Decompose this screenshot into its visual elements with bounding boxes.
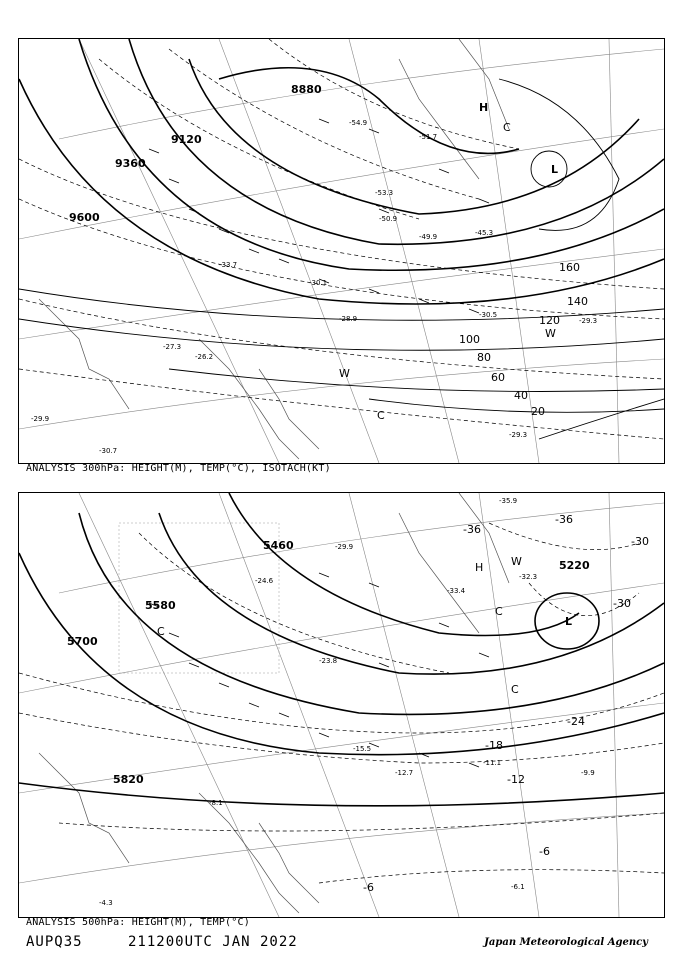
height-label: 5700 (67, 635, 98, 648)
graticule (19, 39, 664, 463)
height-label: 9600 (69, 211, 100, 224)
isotherm-label: -24 (567, 715, 585, 728)
agency-name: Japan Meteorological Agency (484, 937, 648, 948)
wind-barbs-500 (149, 573, 489, 767)
temp-value: -29.3 (509, 431, 528, 439)
height-label: 9360 (115, 157, 146, 170)
temp-value: -30.5 (479, 311, 498, 319)
center-low: L (565, 615, 573, 628)
height-label: 8880 (291, 83, 322, 96)
temp-value: -51.7 (419, 133, 438, 141)
temp-value: -29.9 (335, 543, 354, 551)
temp-value: -54.9 (349, 119, 368, 127)
temp-value: -30.7 (99, 447, 118, 455)
map-panel-300hpa (18, 38, 665, 464)
height-label: 5220 (559, 559, 590, 572)
temp-value: -49.9 (419, 233, 438, 241)
temp-value: -11.1 (483, 759, 502, 767)
temp-value: -50.9 (379, 215, 398, 223)
temp-value: -45.3 (475, 229, 494, 237)
temp-value: -33.4 (447, 587, 466, 595)
temp-value: -28.9 (339, 315, 358, 323)
height-label: 5820 (113, 773, 144, 786)
caption-300hpa: ANALYSIS 300hPa: HEIGHT(M), TEMP(°C), ISOTACH(KT) (26, 463, 331, 474)
temp-value: -24.6 (255, 577, 274, 585)
isotherm-label: -36 (555, 513, 573, 526)
temp-value: -26.2 (195, 353, 214, 361)
temp-value: -27.3 (163, 343, 182, 351)
valid-time: 211200UTC JAN 2022 (128, 934, 298, 950)
cold-shading (119, 523, 279, 673)
isotach-label: 160 (559, 261, 580, 274)
isotach-label: 60 (491, 371, 505, 384)
map-500hpa-chart (19, 493, 664, 917)
center-cold: C (495, 605, 503, 618)
height-contours-500 (19, 493, 664, 806)
isotherms-500 (19, 523, 664, 883)
height-label: 9120 (171, 133, 202, 146)
isotherm-label: -30 (631, 535, 649, 548)
graticule (19, 493, 664, 917)
temp-value: -35.9 (499, 497, 518, 505)
isotach-label: 140 (567, 295, 588, 308)
temp-value: -29.9 (31, 415, 50, 423)
center-cold: C (377, 409, 385, 422)
isotach-label: 20 (531, 405, 545, 418)
temp-value: -4.3 (99, 899, 113, 907)
isotherm-label: -6 (539, 845, 550, 858)
height-label: 5460 (263, 539, 294, 552)
center-warm: W (545, 327, 556, 340)
temp-value: -33.7 (219, 261, 238, 269)
height-label: 5580 (145, 599, 176, 612)
isotherm-label: -6 (363, 881, 374, 894)
isotachs-300 (19, 79, 664, 439)
temp-value: -29.3 (579, 317, 598, 325)
caption-500hpa: ANALYSIS 500hPa: HEIGHT(M), TEMP(°C) (26, 917, 250, 928)
isotherm-label: -18 (485, 739, 503, 752)
temp-value: -15.5 (353, 745, 372, 753)
isotherm-label: -12 (507, 773, 525, 786)
center-high: H (475, 561, 484, 574)
isotherm-label: -36 (463, 523, 481, 536)
isotach-label: 40 (514, 389, 528, 402)
temp-value: -23.8 (319, 657, 338, 665)
product-code: AUPQ35 (26, 934, 83, 950)
center-cold: C (511, 683, 519, 696)
temp-value: -53.3 (375, 189, 394, 197)
isotach-label: 100 (459, 333, 480, 346)
coastlines (39, 493, 509, 913)
temp-value: -8.1 (209, 799, 223, 807)
isotherm-label: -30 (613, 597, 631, 610)
center-warm: W (511, 555, 522, 568)
temp-value: -30.1 (309, 279, 328, 287)
center-cold: C (157, 625, 165, 638)
center-cold: C (503, 121, 511, 134)
temp-value: -12.7 (395, 769, 414, 777)
map-panel-500hpa (18, 492, 665, 918)
center-warm: W (339, 367, 350, 380)
isotach-label: 80 (477, 351, 491, 364)
map-300hpa-chart (19, 39, 664, 463)
temp-value: -32.3 (519, 573, 538, 581)
temp-value: -6.1 (511, 883, 525, 891)
temp-value: -9.9 (581, 769, 595, 777)
isotach-label: 120 (539, 314, 560, 327)
center-high: H (479, 101, 489, 114)
coastlines (39, 39, 509, 459)
center-low: L (551, 163, 559, 176)
